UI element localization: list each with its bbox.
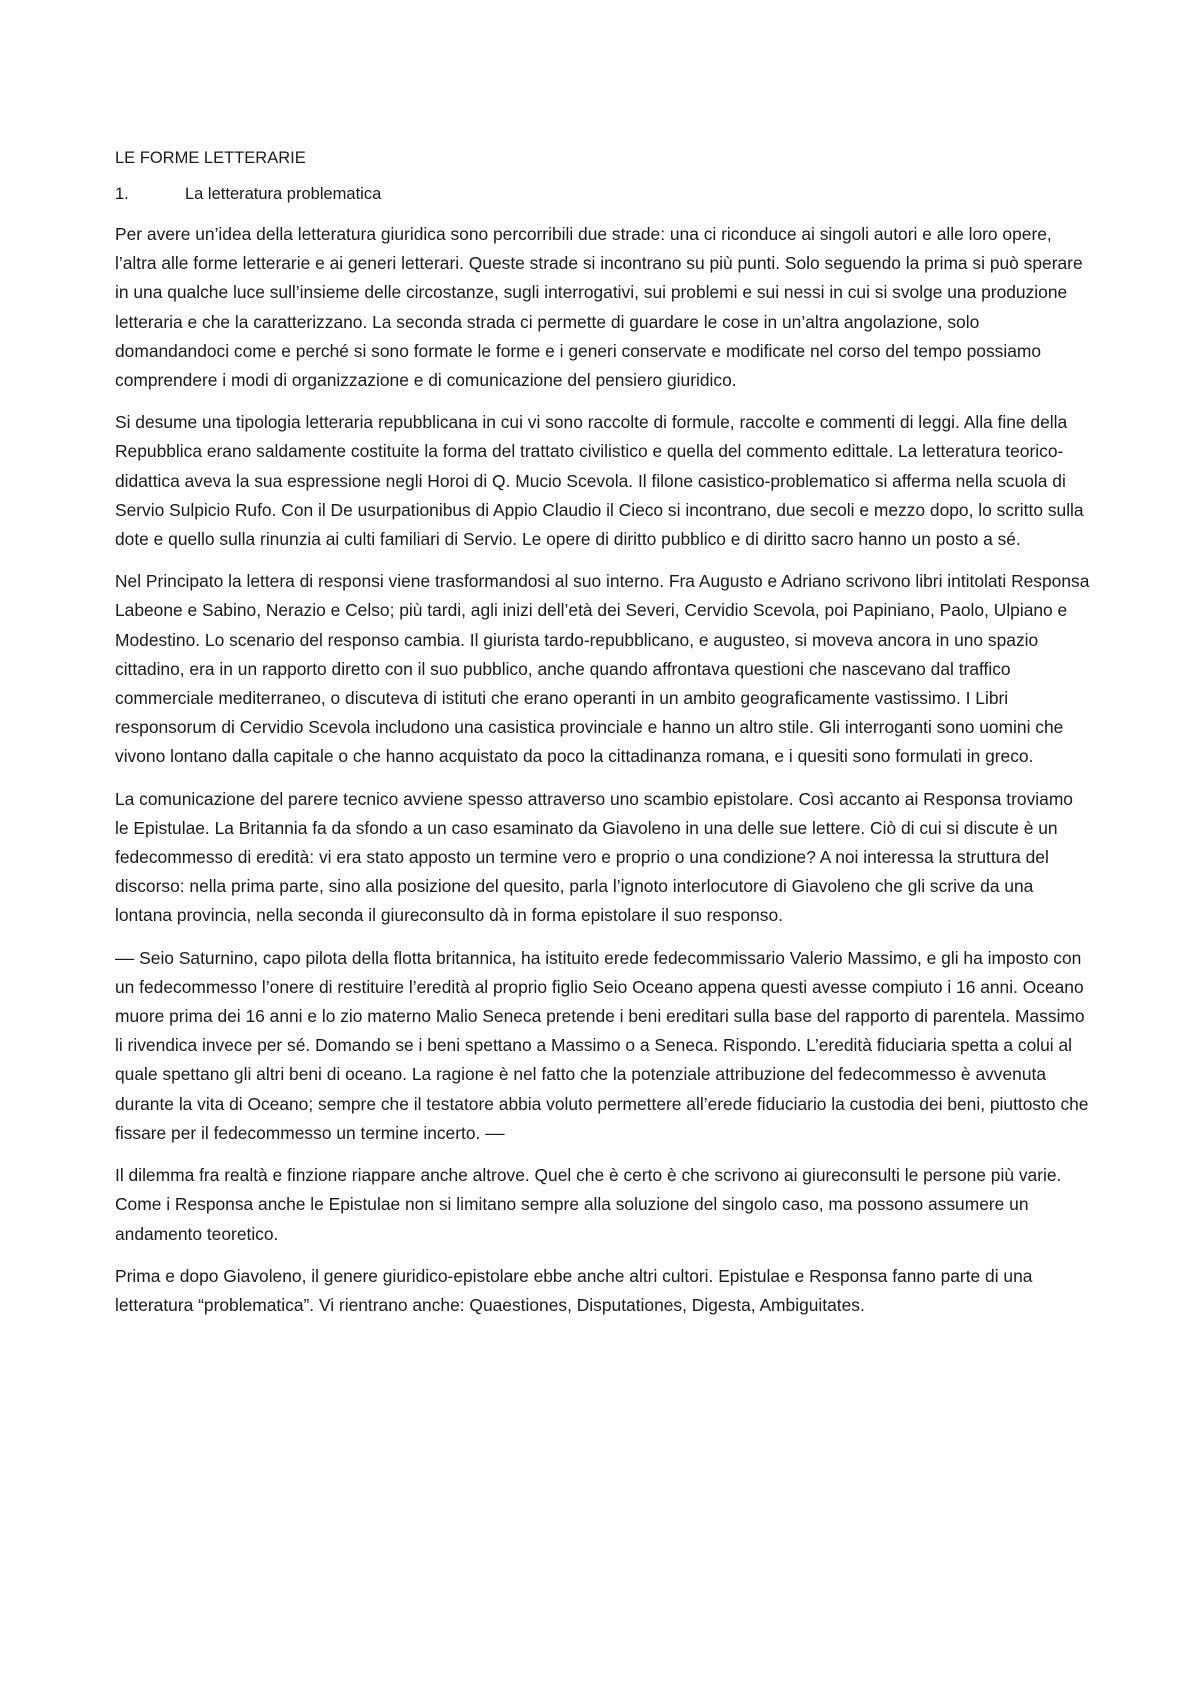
document-title: LE FORME LETTERARIE: [115, 149, 306, 167]
section-number: 1.: [115, 185, 129, 203]
paragraph-4: La comunicazione del parere tecnico avviene spesso attraverso uno scambio epistolare. Così accanto ai Responsa troviamo le Epistulae. La Britannia fa da sfondo a un caso esaminato da Giavoleno in una delle sue lettere. Ciò di cui si discute è un fedecommesso di eredità: vi era stato apposto un termine vero e proprio o una condizione? A noi interessa la struttura del discorso: nella prima parte, sino alla posizione del quesito, parla l’ignoto interlocutore di Giavoleno che gli scrive da una lontana provincia, nella seconda il giureconsulto dà in forma epistolare il suo responso.: [115, 788, 1073, 926]
paragraph-quote: –– Seio Saturnino, capo pilota della flotta britannica, ha istituito erede fedecommissario Valerio Massimo, e gli ha imposto con un fedecommesso l’onere di restituire l’eredità al proprio figlio Seio Oceano appena questi avesse compiuto i 16 anni. Oceano muore prima dei 16 anni e lo zio materno Malio Seneca pretende i beni ereditari sulla base del rapporto di parentela. Massimo li rivendica invece per sé. Domando se i beni spettano a Massimo o a Seneca. Rispondo. L’eredità fiduciaria spetta a colui al quale spettano gli altri beni di oceano. La ragione è nel fatto che la potenziale attribuzione del fedecommesso è avvenuta durante la vita di Oceano; sempre che il testatore abbia voluto permettere all’erede fiduciario la custodia dei beni, piuttosto che fissare per il fedecommesso un termine incerto. ––: [115, 947, 1089, 1143]
section-heading: [115, 182, 1090, 206]
paragraph-7: Prima e dopo Giavoleno, il genere giuridico-epistolare ebbe anche altri cultori. Epistulae e Responsa fanno parte di una letteratura “problematica”. Vi rientrano anche: Quaestiones, Disputationes, Digesta, Ambiguitates.: [115, 1265, 1033, 1315]
paragraph-1: Per avere un’idea della letteratura giuridica sono percorribili due strade: una ci riconduce ai singoli autori e alle loro opere, l’altra alle forme letterarie e ai generi letterari. Queste strade si incontrano su più punti. Solo seguendo la prima si può sperare in una qualche luce sull’insieme delle circostanze, sugli interrogativi, sui problemi e sui nessi in cui si svolge una produzione letteraria e che la caratterizzano. La seconda strada ci permette di guardare le cose in un’altra angolazione, solo domandandoci come e perché si sono formate le forme e i generi conservate e modificate nel corso del tempo possiamo comprendere i modi di organizzazione e di comunicazione del pensiero giuridico.: [115, 224, 1083, 391]
paragraph-3: Nel Principato la lettera di responsi viene trasformandosi al suo interno. Fra Augusto e Adriano scrivono libri intitolati Responsa Labeone e Sabino, Nerazio e Celso; più tardi, agli inizi dell’età dei Severi, Cervidio Scevola, poi Papiniano, Paolo, Ulpiano e Modestino. Lo scenario del responso cambia. Il giurista tardo-repubblicano, e augusteo, si moveva ancora in uno spazio cittadino, era in un rapporto diretto con il suo pubblico, anche quando affrontava questioni che nascevano dal traffico commerciale mediterraneo, o discuteva di istituti che erano operanti in un ambito geograficamente vastissimo. I Libri responsorum di Cervidio Scevola includono una casistica provinciale e hanno un altro stile. Gli interroganti sono uomini che vivono lontano dalla capitale o che hanno acquistato da poco la cittadinanza romana, e i quesiti sono formulati in greco.: [115, 571, 1090, 767]
document-body: [115, 146, 1090, 1333]
paragraph-2: Si desume una tipologia letteraria repubblicana in cui vi sono raccolte di formule, raccolte e commenti di leggi. Alla fine della Repubblica erano saldamente costituite la forma del trattato civilistico e quella del commento edittale. La letteratura teorico-didattica aveva la sua espressione negli Horoi di Q. Mucio Scevola. Il filone casistico-problematico si afferma nella scuola di Servio Sulpicio Rufo. Con il De usurpationibus di Appio Claudio il Cieco si incontrano, due secoli e mezzo dopo, lo scritto sulla dote e quello sulla rinunzia ai culti familiari di Servio. Le opere di diritto pubblico e di diritto sacro hanno un posto a sé.: [115, 412, 1084, 550]
section-title: La letteratura problematica: [185, 185, 382, 203]
paragraph-6: Il dilemma fra realtà e finzione riappare anche altrove. Quel che è certo è che scrivono ai giureconsulti le persone più varie. Come i Responsa anche le Epistulae non si limitano sempre alla soluzione del singolo caso, ma possono assumere un andamento teoretico.: [115, 1165, 1062, 1244]
